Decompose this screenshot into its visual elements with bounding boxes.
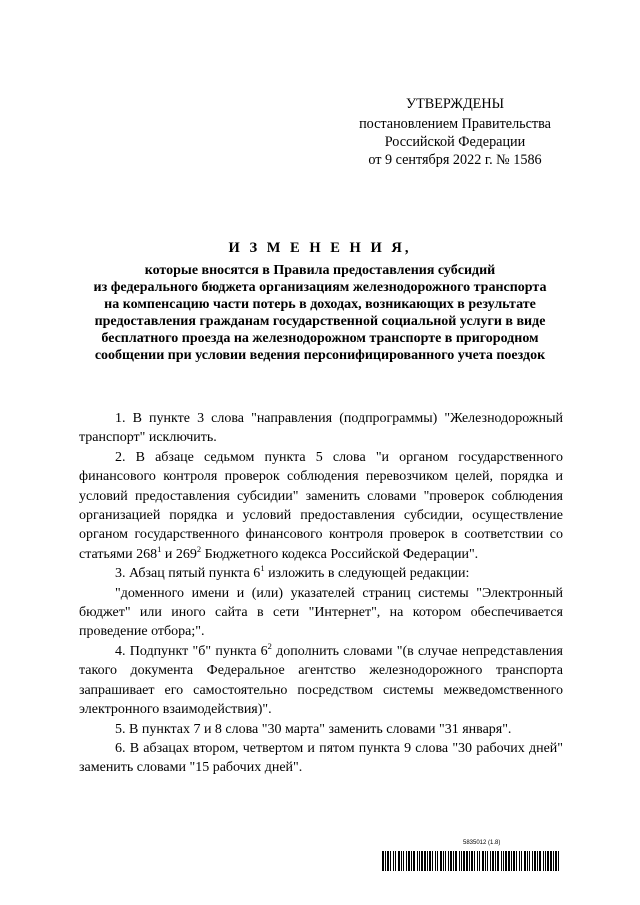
document-body [79,409,563,778]
paragraph-3-end: изложить в следующей редакции: [264,566,470,582]
heading-line-3: на компенсацию части потерь в доходах, возникающих в результате [104,297,536,312]
paragraph-6: 6. В абзацах втором, четвертом и пятом пункта 9 слова "30 рабочих дней" заменить словами "15 рабочих дней". [79,740,563,776]
heading-line-5: бесплатного проезда на железнодорожном транспорте в пригородном [101,331,539,346]
approval-line-3: от 9 сентября 2022 г. № 1586 [368,152,542,168]
paragraph-2-sup-2: 2 [196,543,202,554]
heading-line-1: которые вносятся в Правила предоставления субсидий [144,263,496,278]
approval-title: УТВЕРЖДЕНЫ [406,96,504,112]
paragraph-3-sup: 1 [260,563,265,574]
approval-line-2: Российской Федерации [384,134,526,150]
document-code: 5835012 (1.8) [463,840,501,846]
paragraph-3 [79,564,563,583]
document-heading [70,240,570,364]
barcode-icon [382,851,562,871]
paragraph-2-main: 2. В абзаце седьмом пункта 5 слова "и органом государственного финансового контроля проверок соблюдения перевозчиком целей, порядка и условий предоставления субсидии" заменить словами "проверок соблюдения организацией порядка и условий предоставления субсидии, осуществление органом государственного финансового контроля проверок в соответствии со статьями 268 [79,449,563,562]
heading-line-6: сообщении при условии ведения персонифицированного учета поездок [94,348,546,363]
paragraph-4-sup: 2 [267,640,272,651]
paragraph-2 [79,448,563,564]
paragraph-5: 5. В пунктах 7 и 8 слова "30 марта" заменить словами "31 января". [115,721,512,737]
approval-block [340,95,570,169]
paragraph-4-start: 4. Подпункт "б" пункта 6 [115,643,268,659]
heading-line-4: предоставления гражданам государственной социальной услуги в виде [94,314,546,329]
paragraph-2-sup-1: 1 [157,543,162,554]
paragraph-4-end: дополнить словами "(в случае непредставления такого документа Федеральное агентство железнодорожного транспорта запрашивает его самостоятельно посредством системы межведомственного электронного взаимодействия)". [79,643,563,718]
paragraph-4 [79,642,563,720]
paragraph-2-mid: и 269 [161,546,197,562]
paragraph-2-end: Бюджетного кодекса Российской Федерации". [201,546,479,562]
paragraph-3-quote: "доменного имени и (или) указателей страниц системы "Электронный бюджет" или иного сайта в сети "Интернет", на котором обеспечивается проведение отбора;". [79,585,563,640]
heading-title: И З М Е Н Е Н И Я, [228,240,412,256]
heading-line-2: из федерального бюджета организациям железнодорожного транспорта [93,280,547,295]
paragraph-3-start: 3. Абзац пятый пункта 6 [115,566,261,582]
approval-line-1: постановлением Правительства [359,116,551,132]
paragraph-1: 1. В пункте 3 слова "направления (подпрограммы) "Железнодорожный транспорт" исключить. [79,411,563,446]
